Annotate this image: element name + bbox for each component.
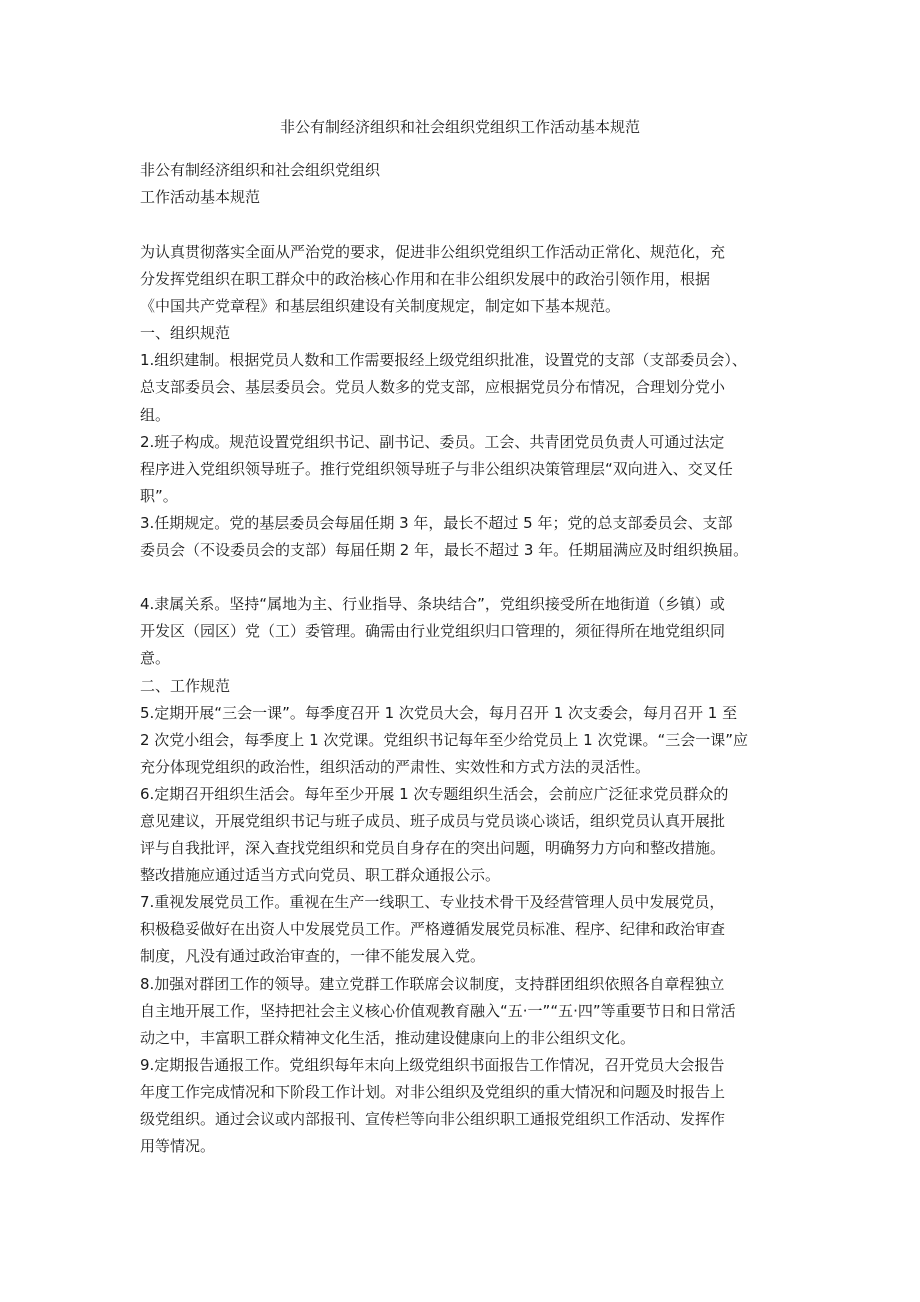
body-line: 年度工作完成情况和下阶段工作计划。对非公组织及党组织的重大情况和问题及时报告上 <box>140 1082 726 1101</box>
body-line: 1.组织建制。根据党员人数和工作需要报经上级党组织批准，设置党的支部（支部委员会）、 <box>140 351 747 370</box>
body-line: 组。 <box>140 405 171 424</box>
body-line: 《中国共产党章程》和基层组织建设有关制度规定，制定如下基本规范。 <box>140 297 621 316</box>
document-title: 非公有制经济组织和社会组织党组织工作活动基本规范 <box>279 118 640 136</box>
body-line: 二、工作规范 <box>140 676 231 695</box>
body-line: 积极稳妥做好在出资人中发展党员工作。严格遵循发展党员标准、程序、纪律和政治审查 <box>140 920 726 939</box>
body-line: 9.定期报告通报工作。党组织每年末向上级党组织书面报告工作情况，召开党员大会报告 <box>140 1055 725 1074</box>
body-line: 职”。 <box>140 486 178 505</box>
body-line: 4.隶属关系。坚持“属地为主、行业指导、条块结合”，党组织接受所在地街道（乡镇）或 <box>140 595 725 614</box>
body-line: 6.定期召开组织生活会。每年至少开展 1 次专题组织生活会，会前应广泛征求党员群众的 <box>140 784 729 803</box>
body-line: 整改措施应通过适当方式向党员、职工群众通报公示。 <box>140 866 501 885</box>
body-line: 自主地开展工作，坚持把社会主义核心价值观教育融入“五·一”“五·四”等重要节日和日常活 <box>140 1001 736 1020</box>
body-line: 5.定期开展“三会一课”。每季度召开 1 次党员大会，每月召开 1 次支委会，每月召开 1 至 <box>140 703 738 722</box>
body-line: 评与自我批评，深入查找党组织和党员自身存在的突出问题，明确努力方向和整改措施。 <box>140 839 726 858</box>
body-line: 为认真贯彻落实全面从严治党的要求，促进非公组织党组织工作活动正常化、规范化，充 <box>140 243 726 261</box>
subtitle-line-1: 非公有制经济组织和社会组织党组织 <box>140 161 381 179</box>
body-line: 8.加强对群团工作的领导。建立党群工作联席会议制度，支持群团组织依照各自章程独立 <box>140 974 725 993</box>
body-line: 总支部委员会、基层委员会。党员人数多的党支部，应根据党员分布情况，合理划分党小 <box>140 378 726 397</box>
body-line: 2.班子构成。规范设置党组织书记、副书记、委员。工会、共青团党员负责人可通过法定 <box>140 432 725 451</box>
body-line: 委员会（不设委员会的支部）每届任期 2 年，最长不超过 3 年。任期届满应及时组织换届。 <box>140 541 749 560</box>
body-line: 意。 <box>140 649 171 668</box>
blank-line <box>140 564 790 591</box>
body-line: 一、组织规范 <box>140 324 231 343</box>
body-line: 级党组织。通过会议或内部报刊、宣传栏等向非公组织职工通报党组织工作活动、发挥作 <box>140 1110 726 1128</box>
body-line: 3.任期规定。党的基层委员会每届任期 3 年，最长不超过 5 年；党的总支部委员会、支部 <box>140 513 733 532</box>
body-line: 程序进入党组织领导班子。推行党组织领导班子与非公组织决策管理层“双向进入、交叉任 <box>140 459 733 478</box>
subtitle-line-2: 工作活动基本规范 <box>140 188 261 206</box>
body-line: 意见建议，开展党组织书记与班子成员、班子成员与党员谈心谈话，组织党员认真开展批 <box>140 811 726 830</box>
body-line: 动之中，丰富职工群众精神文化生活，推动建设健康向上的非公组织文化。 <box>140 1028 636 1047</box>
body-line: 7.重视发展党员工作。重视在生产一线职工、专业技术骨干及经营管理人员中发展党员， <box>140 893 725 912</box>
body-line: 开发区（园区）党（工）委管理。确需由行业党组织归口管理的，须征得所在地党组织同 <box>140 622 726 641</box>
body-line: 用等情况。 <box>140 1137 216 1156</box>
document-body <box>140 239 790 1160</box>
body-line: 分发挥党组织在职工群众中的政治核心作用和在非公组织发展中的政治引领作用，根据 <box>140 270 711 289</box>
body-line: 制度，凡没有通过政治审查的，一律不能发展入党。 <box>140 947 486 966</box>
body-line: 充分体现党组织的政治性，组织活动的严肃性、实效性和方式方法的灵活性。 <box>140 757 651 776</box>
body-line: 2 次党小组会，每季度上 1 次党课。党组织书记每年至少给党员上 1 次党课。“三会一课”应 <box>140 730 749 749</box>
